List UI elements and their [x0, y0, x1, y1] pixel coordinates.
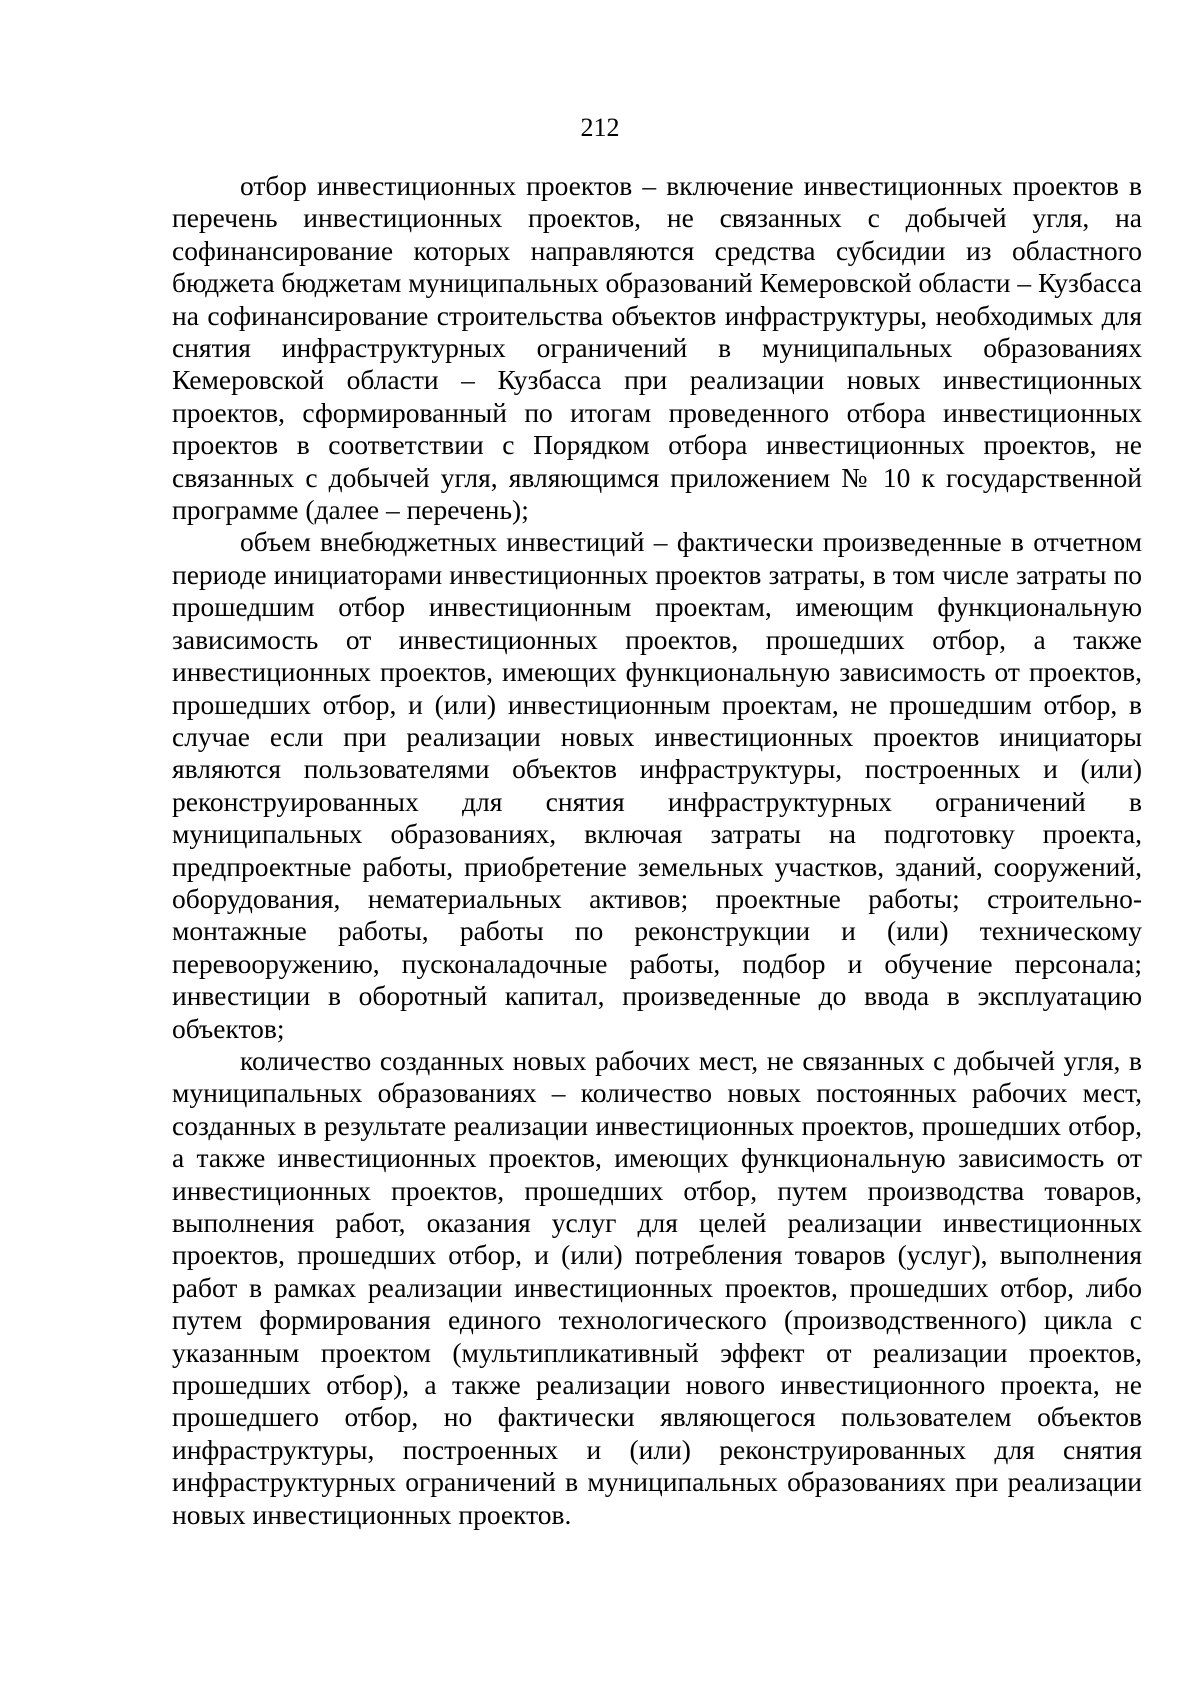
document-body [172, 170, 1142, 1531]
paragraph-investment-project-selection: отбор инвестиционных проектов – включение инвестиционных проектов в перечень инвестиционных проектов, не связанных с добычей угля, на софинансирование которых направляются средства субсидии из областного бюджета бюджетам муниципальных образований Кемеровской области – Кузбасса на софинансирование строительства объектов инфраструктуры, необходимых для снятия инфраструктурных ограничений в муниципальных образованиях Кемеровской области – Кузбасса при реализации новых инвестиционных проектов, сформированный по итогам проведенного отбора инвестиционных проектов в соответствии с Порядком отбора инвестиционных проектов, не связанных с добычей угля, являющимся приложением № 10 к государственной программе (далее – перечень); [172, 170, 1142, 526]
paragraph-off-budget-investments: объем внебюджетных инвестиций – фактически произведенные в отчетном периоде инициаторами инвестиционных проектов затраты, в том числе затраты по прошедшим отбор инвестиционным проектам, имеющим функциональную зависимость от инвестиционных проектов, прошедших отбор, а также инвестиционных проектов, имеющих функциональную зависимость от проектов, прошедших отбор, и (или) инвестиционным проектам, не прошедшим отбор, в случае если при реализации новых инвестиционных проектов инициаторы являются пользователями объектов инфраструктуры, построенных и (или) реконструированных для снятия инфраструктурных ограничений в муниципальных образованиях, включая затраты на подготовку проекта, предпроектные работы, приобретение земельных участков, зданий, сооружений, оборудования, нематериальных активов; проектные работы; строительно-монтажные работы, работы по реконструкции и (или) техническому перевооружению, пусконаладочные работы, подбор и обучение персонала; инвестиции в оборотный капитал, произведенные до ввода в эксплуатацию объектов; [172, 526, 1142, 1044]
page-number: 212 [580, 113, 620, 142]
paragraph-new-jobs-created: количество созданных новых рабочих мест, не связанных с добычей угля, в муниципальных образованиях – количество новых постоянных рабочих мест, созданных в результате реализации инвестиционных проектов, прошедших отбор, а также инвестиционных проектов, имеющих функциональную зависимость от инвестиционных проектов, прошедших отбор, путем производства товаров, выполнения работ, оказания услуг для целей реализации инвестиционных проектов, прошедших отбор, и (или) потребления товаров (услуг), выполнения работ в рамках реализации инвестиционных проектов, прошедших отбор, либо путем формирования единого технологического (производственного) цикла с указанным проектом (мультипликативный эффект от реализации проектов, прошедших отбор), а также реализации нового инвестиционного проекта, не прошедшего отбор, но фактически являющегося пользователем объектов инфраструктуры, построенных и (или) реконструированных для снятия инфраструктурных ограничений в муниципальных образованиях при реализации новых инвестиционных проектов. [172, 1044, 1142, 1530]
